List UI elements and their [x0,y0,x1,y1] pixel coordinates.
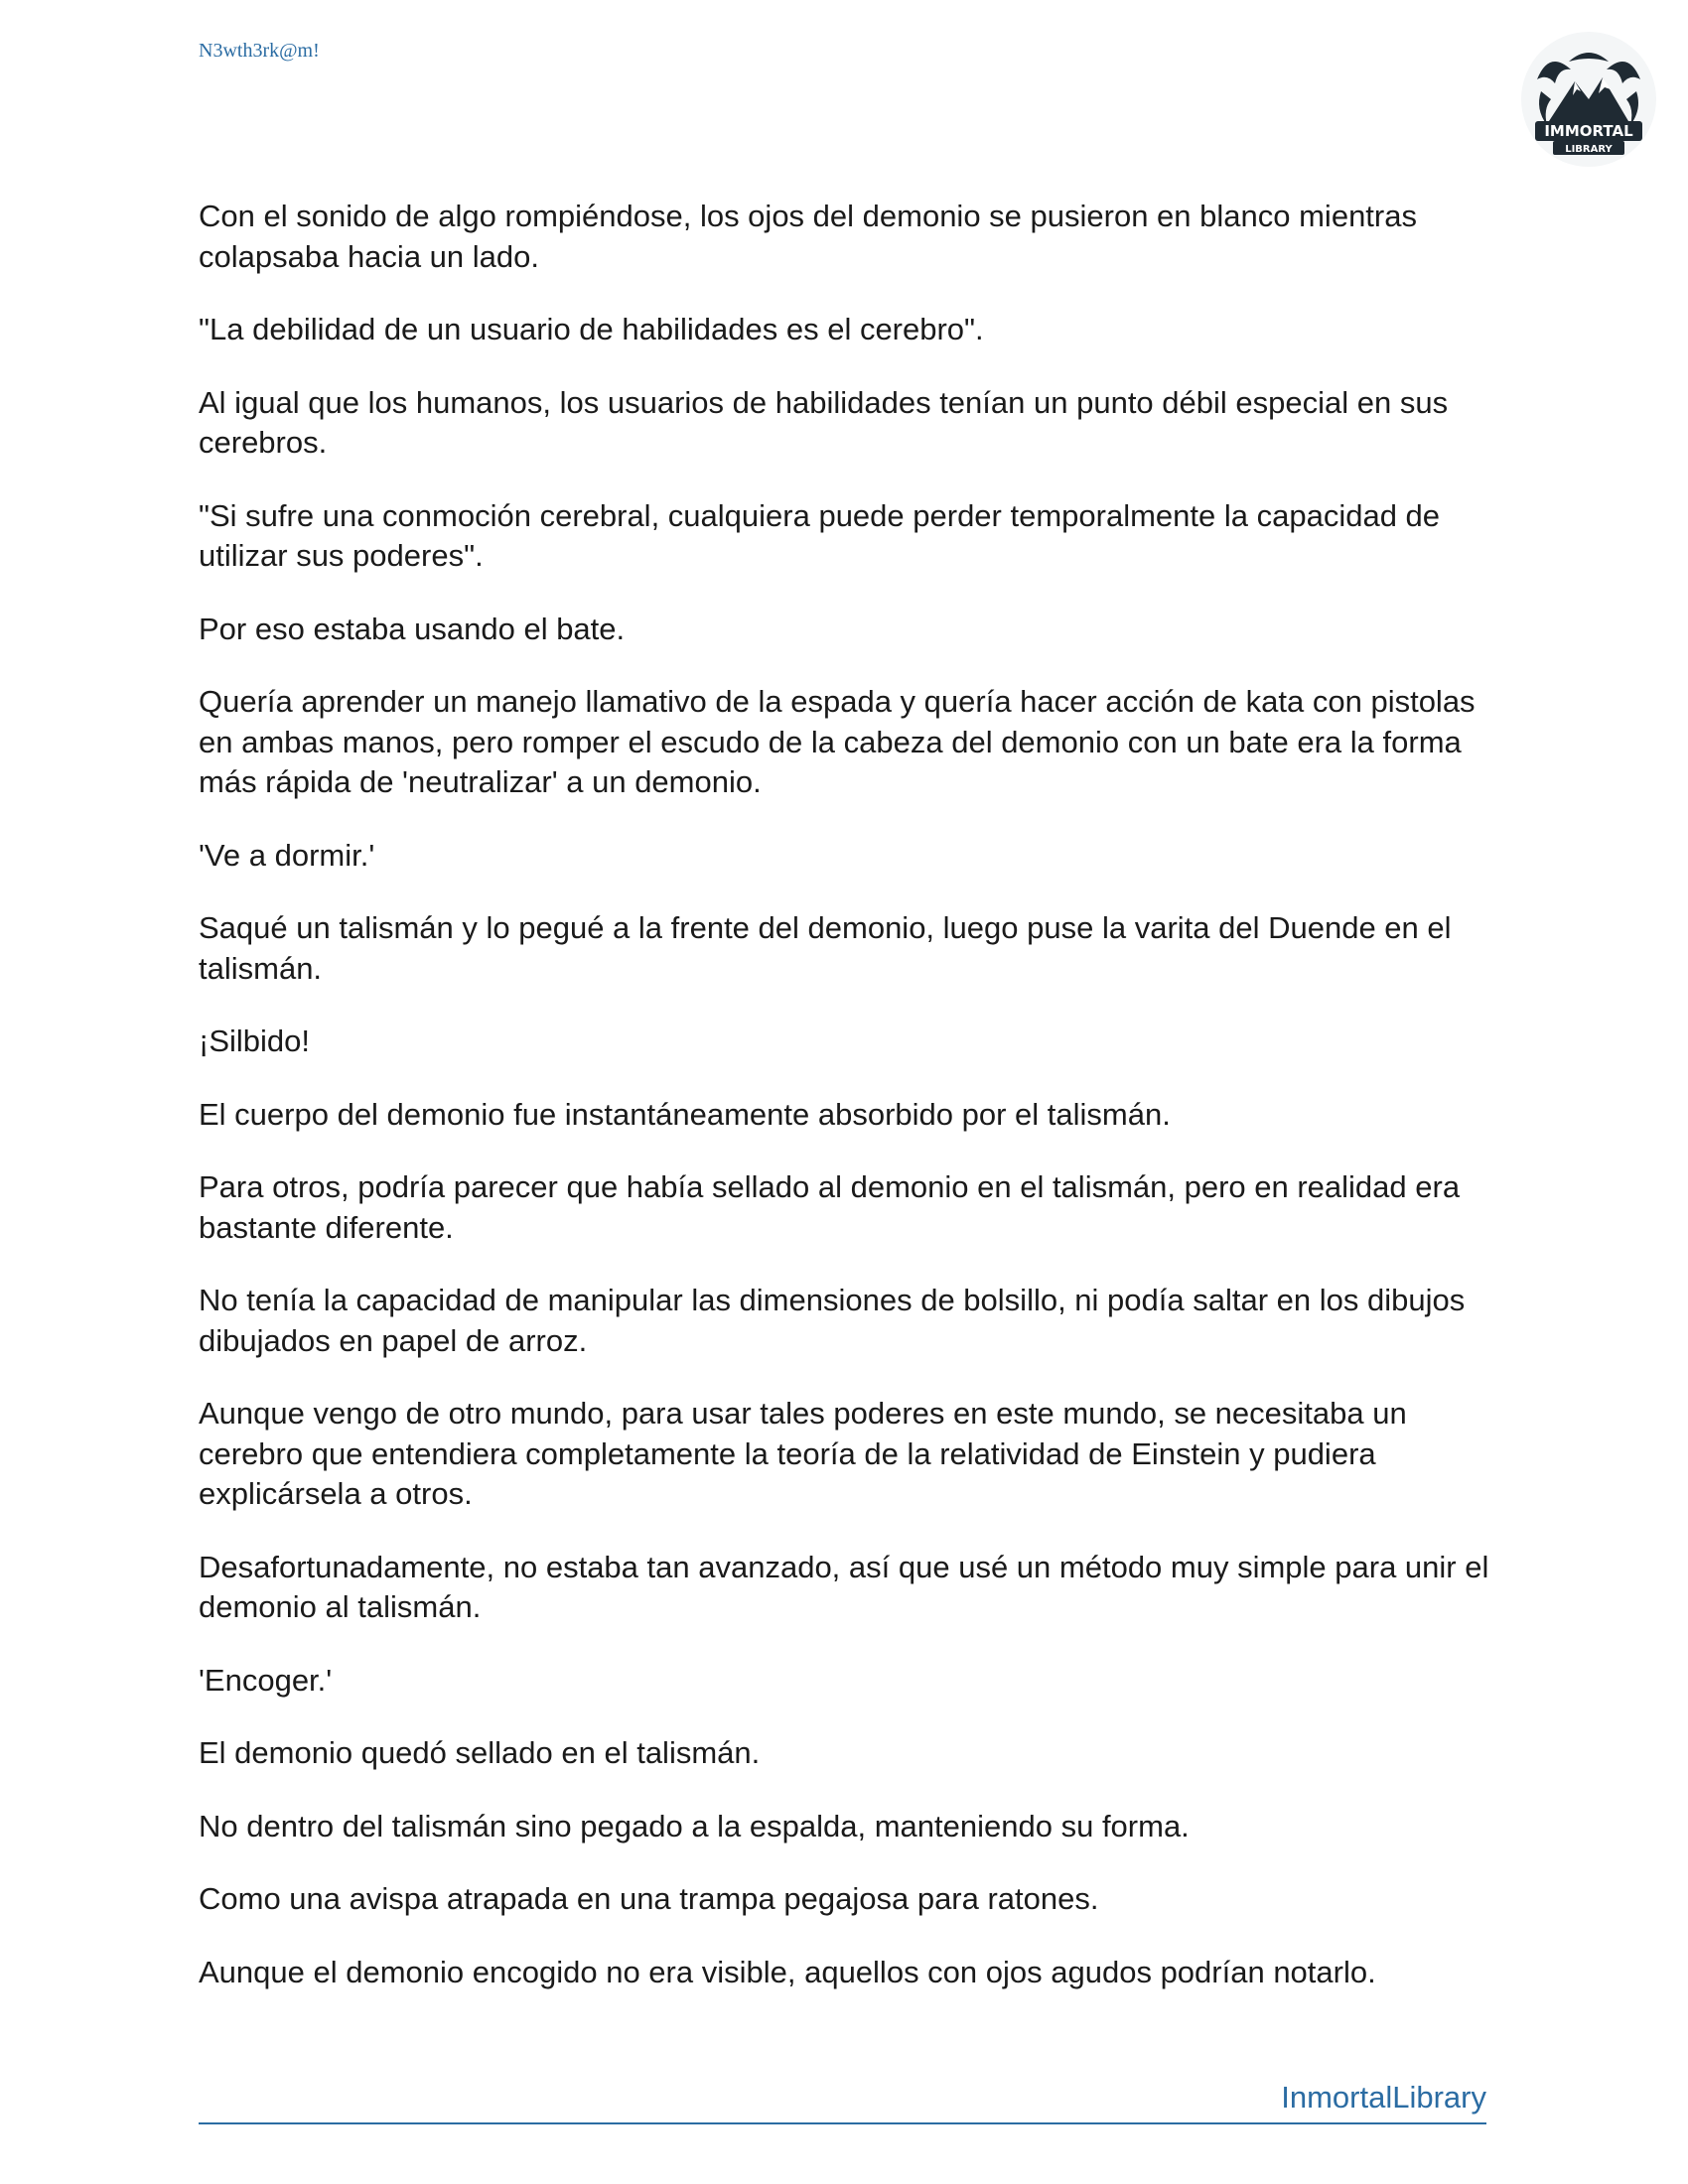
paragraph: Al igual que los humanos, los usuarios de habilidades tenían un punto débil especial en sus cerebros. [199,384,1449,460]
footer-site-link[interactable]: InmortalLibrary [199,2075,1486,2124]
paragraph: No dentro del talismán sino pegado a la espalda, manteniendo su forma. [199,1808,1190,1843]
paragraph: Quería aprender un manejo llamativo de la espada y quería hacer acción de kata con pistolas en ambas manos, pero romper el escudo de la cabeza del demonio con un bate era la forma más rápida de 'neutralizar' a un demonio. [199,684,1476,799]
immortal-library-logo [1519,30,1658,169]
paragraph: 'Ve a dormir.' [199,837,375,873]
paragraph: Para otros, podría parecer que había sellado al demonio en el talismán, pero en realidad era bastante diferente. [199,1169,1461,1245]
paragraph: ¡Silbido! [199,1024,310,1058]
paragraph: Con el sonido de algo rompiéndose, los ojos del demonio se pusieron en blanco mientras colapsaba hacia un lado. [199,199,1417,274]
chapter-body [199,197,1499,2025]
paragraph: El demonio quedó sellado en el talismán. [199,1735,761,1770]
paragraph: Desafortunadamente, no estaba tan avanzado, así que usé un método muy simple para unir el demonio al talismán. [199,1549,1489,1624]
paragraph: "Si sufre una conmoción cerebral, cualquiera puede perder temporalmente la capacidad de utilizar sus poderes". [199,497,1441,573]
paragraph: El cuerpo del demonio fue instantáneamente absorbido por el talismán. [199,1096,1171,1132]
header-credit: N3wth3rk@m! [199,40,320,62]
logo-text-library: LIBRARY [1565,144,1613,155]
paragraph: "La debilidad de un usuario de habilidades es el cerebro". [199,312,984,346]
paragraph: 'Encoger.' [199,1662,333,1698]
paragraph: Como una avispa atrapada en una trampa pegajosa para ratones. [199,1881,1099,1916]
logo-text-immortal: IMMORTAL [1544,122,1633,140]
paragraph: Aunque el demonio encogido no era visible, aquellos con ojos agudos podrían notarlo. [199,1954,1376,1989]
paragraph: Por eso estaba usando el bate. [199,611,626,646]
paragraph: Aunque vengo de otro mundo, para usar tales poderes en este mundo, se necesitaba un cerebro que entendiera completamente la teoría de la relatividad de Einstein y pudiera explicársela a otros. [199,1396,1407,1511]
paragraph: Saqué un talismán y lo pegué a la frente del demonio, luego puse la varita del Duende en el talismán. [199,910,1452,986]
paragraph: No tenía la capacidad de manipular las dimensiones de bolsillo, ni podía saltar en los dibujos dibujados en papel de arroz. [199,1283,1466,1358]
